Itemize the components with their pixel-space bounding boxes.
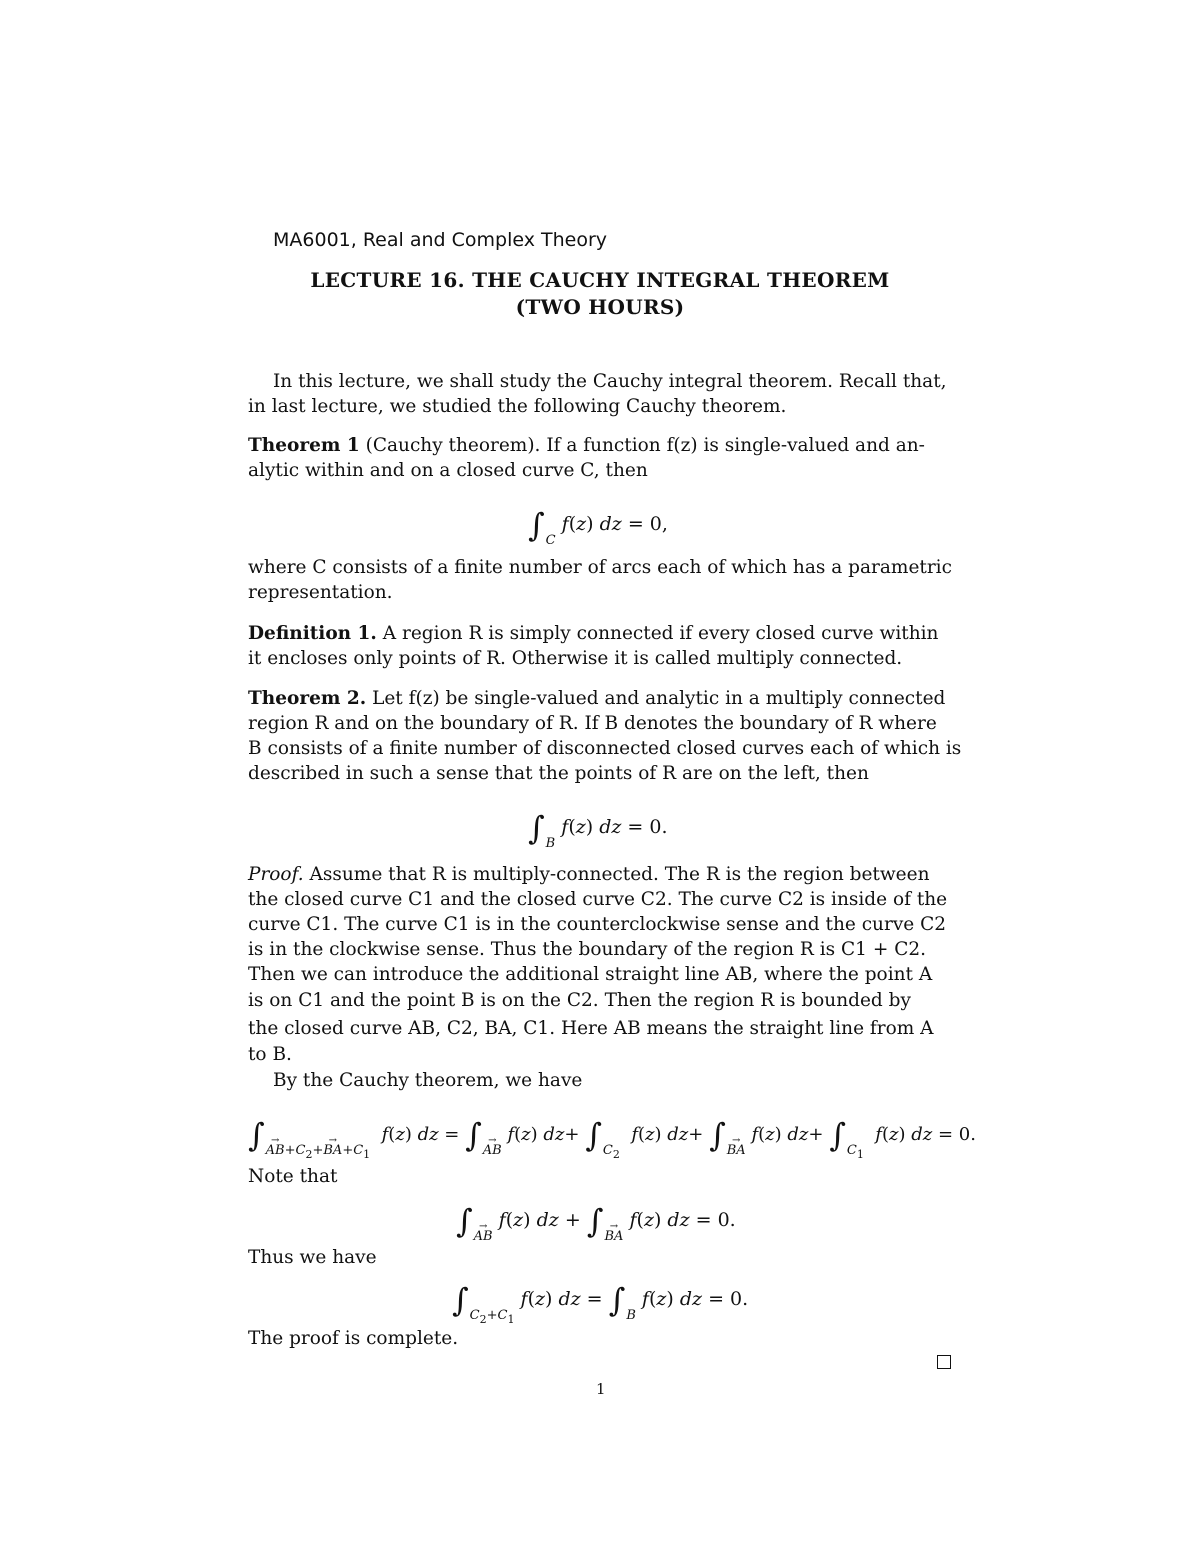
lecture-title-line1: LECTURE 16. THE CAUCHY INTEGRAL THEOREM xyxy=(310,268,890,292)
theorem1-name: (Cauchy theorem). xyxy=(365,435,541,456)
proof-line4: is in the clockwise sense. Thus the boundary of the region R is C1 + C2. xyxy=(248,939,927,960)
theorem2-text: Let f(z) be single-valued and analytic in a multiply connected xyxy=(372,688,946,709)
proof-line5: Then we can introduce the additional straight line AB, where the point A xyxy=(248,964,933,985)
proof-note: Note that xyxy=(248,1166,338,1187)
theorem1-text: If a function f(z) is single-valued and an- xyxy=(546,435,925,456)
proof-line3: curve C1. The curve C1 is in the counterclockwise sense and the curve C2 xyxy=(248,914,947,935)
course-header: MA6001, Real and Complex Theory xyxy=(273,229,608,251)
definition1-text: A region R is simply connected if every closed curve within xyxy=(382,623,939,644)
theorem2-line1 xyxy=(248,686,945,711)
theorem1-line1 xyxy=(248,433,925,458)
proof-equation-thus: $\int_{C_2+C_1}$ f(z) dz = $\int_B$ f(z) dz = 0. xyxy=(452,1281,749,1326)
page-number: 1 xyxy=(596,1380,606,1398)
qed-square-icon xyxy=(937,1355,951,1369)
proof-thus: Thus we have xyxy=(248,1247,377,1268)
proof-label: Proof. xyxy=(248,864,304,885)
intro-line2: in last lecture, we studied the following Cauchy theorem. xyxy=(248,396,787,417)
theorem1-after2: representation. xyxy=(248,582,393,603)
proof-end: The proof is complete. xyxy=(248,1328,459,1349)
proof-line2: the closed curve C1 and the closed curve C2. The curve C2 is inside of the xyxy=(248,889,948,910)
proof-line6: is on C1 and the point B is on the C2. Then the region R is bounded by xyxy=(248,990,911,1011)
theorem2-equation: $\int_B$ f(z) dz = 0. xyxy=(528,809,668,851)
proof-text: Assume that R is multiply-connected. The R is the region between xyxy=(309,864,930,885)
proof-line7: the closed curve AB, C2, BA, C1. Here AB means the straight line from A xyxy=(248,1018,934,1039)
theorem1-label: Theorem 1 xyxy=(248,435,360,456)
theorem2-line3: B consists of a finite number of disconnected closed curves each of which is xyxy=(248,738,962,759)
theorem2-label: Theorem 2. xyxy=(248,688,367,709)
proof-line9: By the Cauchy theorem, we have xyxy=(273,1070,583,1091)
theorem2-line4: described in such a sense that the points of R are on the left, then xyxy=(248,763,869,784)
theorem1-equation: $\int_C$ f(z) dz = 0, xyxy=(528,506,668,548)
theorem2-line2: region R and on the boundary of R. If B denotes the boundary of R where xyxy=(248,713,937,734)
proof-equation-note: ∫ $_{\to AB}$ f(z) dz + ∫ $_{\to BA}$ f(z) dz = 0. xyxy=(456,1202,736,1244)
definition1-line2: it encloses only points of R. Otherwise it is called multiply connected. xyxy=(248,648,903,669)
theorem1-after1: where C consists of a finite number of arcs each of which has a parametric xyxy=(248,557,952,578)
theorem1-line2: alytic within and on a closed curve C, then xyxy=(248,460,648,481)
proof-line8: to B. xyxy=(248,1044,292,1065)
lecture-title-line2: (TWO HOURS) xyxy=(515,295,685,319)
intro-line1: In this lecture, we shall study the Cauchy integral theorem. Recall that, xyxy=(273,371,947,392)
definition1-line1 xyxy=(248,621,938,646)
definition1-label: Definition 1. xyxy=(248,623,377,644)
proof-equation-long: ∫ $_{\to AB+C_2+ \to BA+C_1}$ f(z) dz = ∫ $_{\to AB}$ f(z) $dz+ \int_{C_2}$ f(z) dz+ ∫ $_{\to BA}$ f(z) $dz+ \int_{C_1}$ f(z) dz = 0. xyxy=(248,1116,976,1161)
proof-line1 xyxy=(248,862,930,887)
